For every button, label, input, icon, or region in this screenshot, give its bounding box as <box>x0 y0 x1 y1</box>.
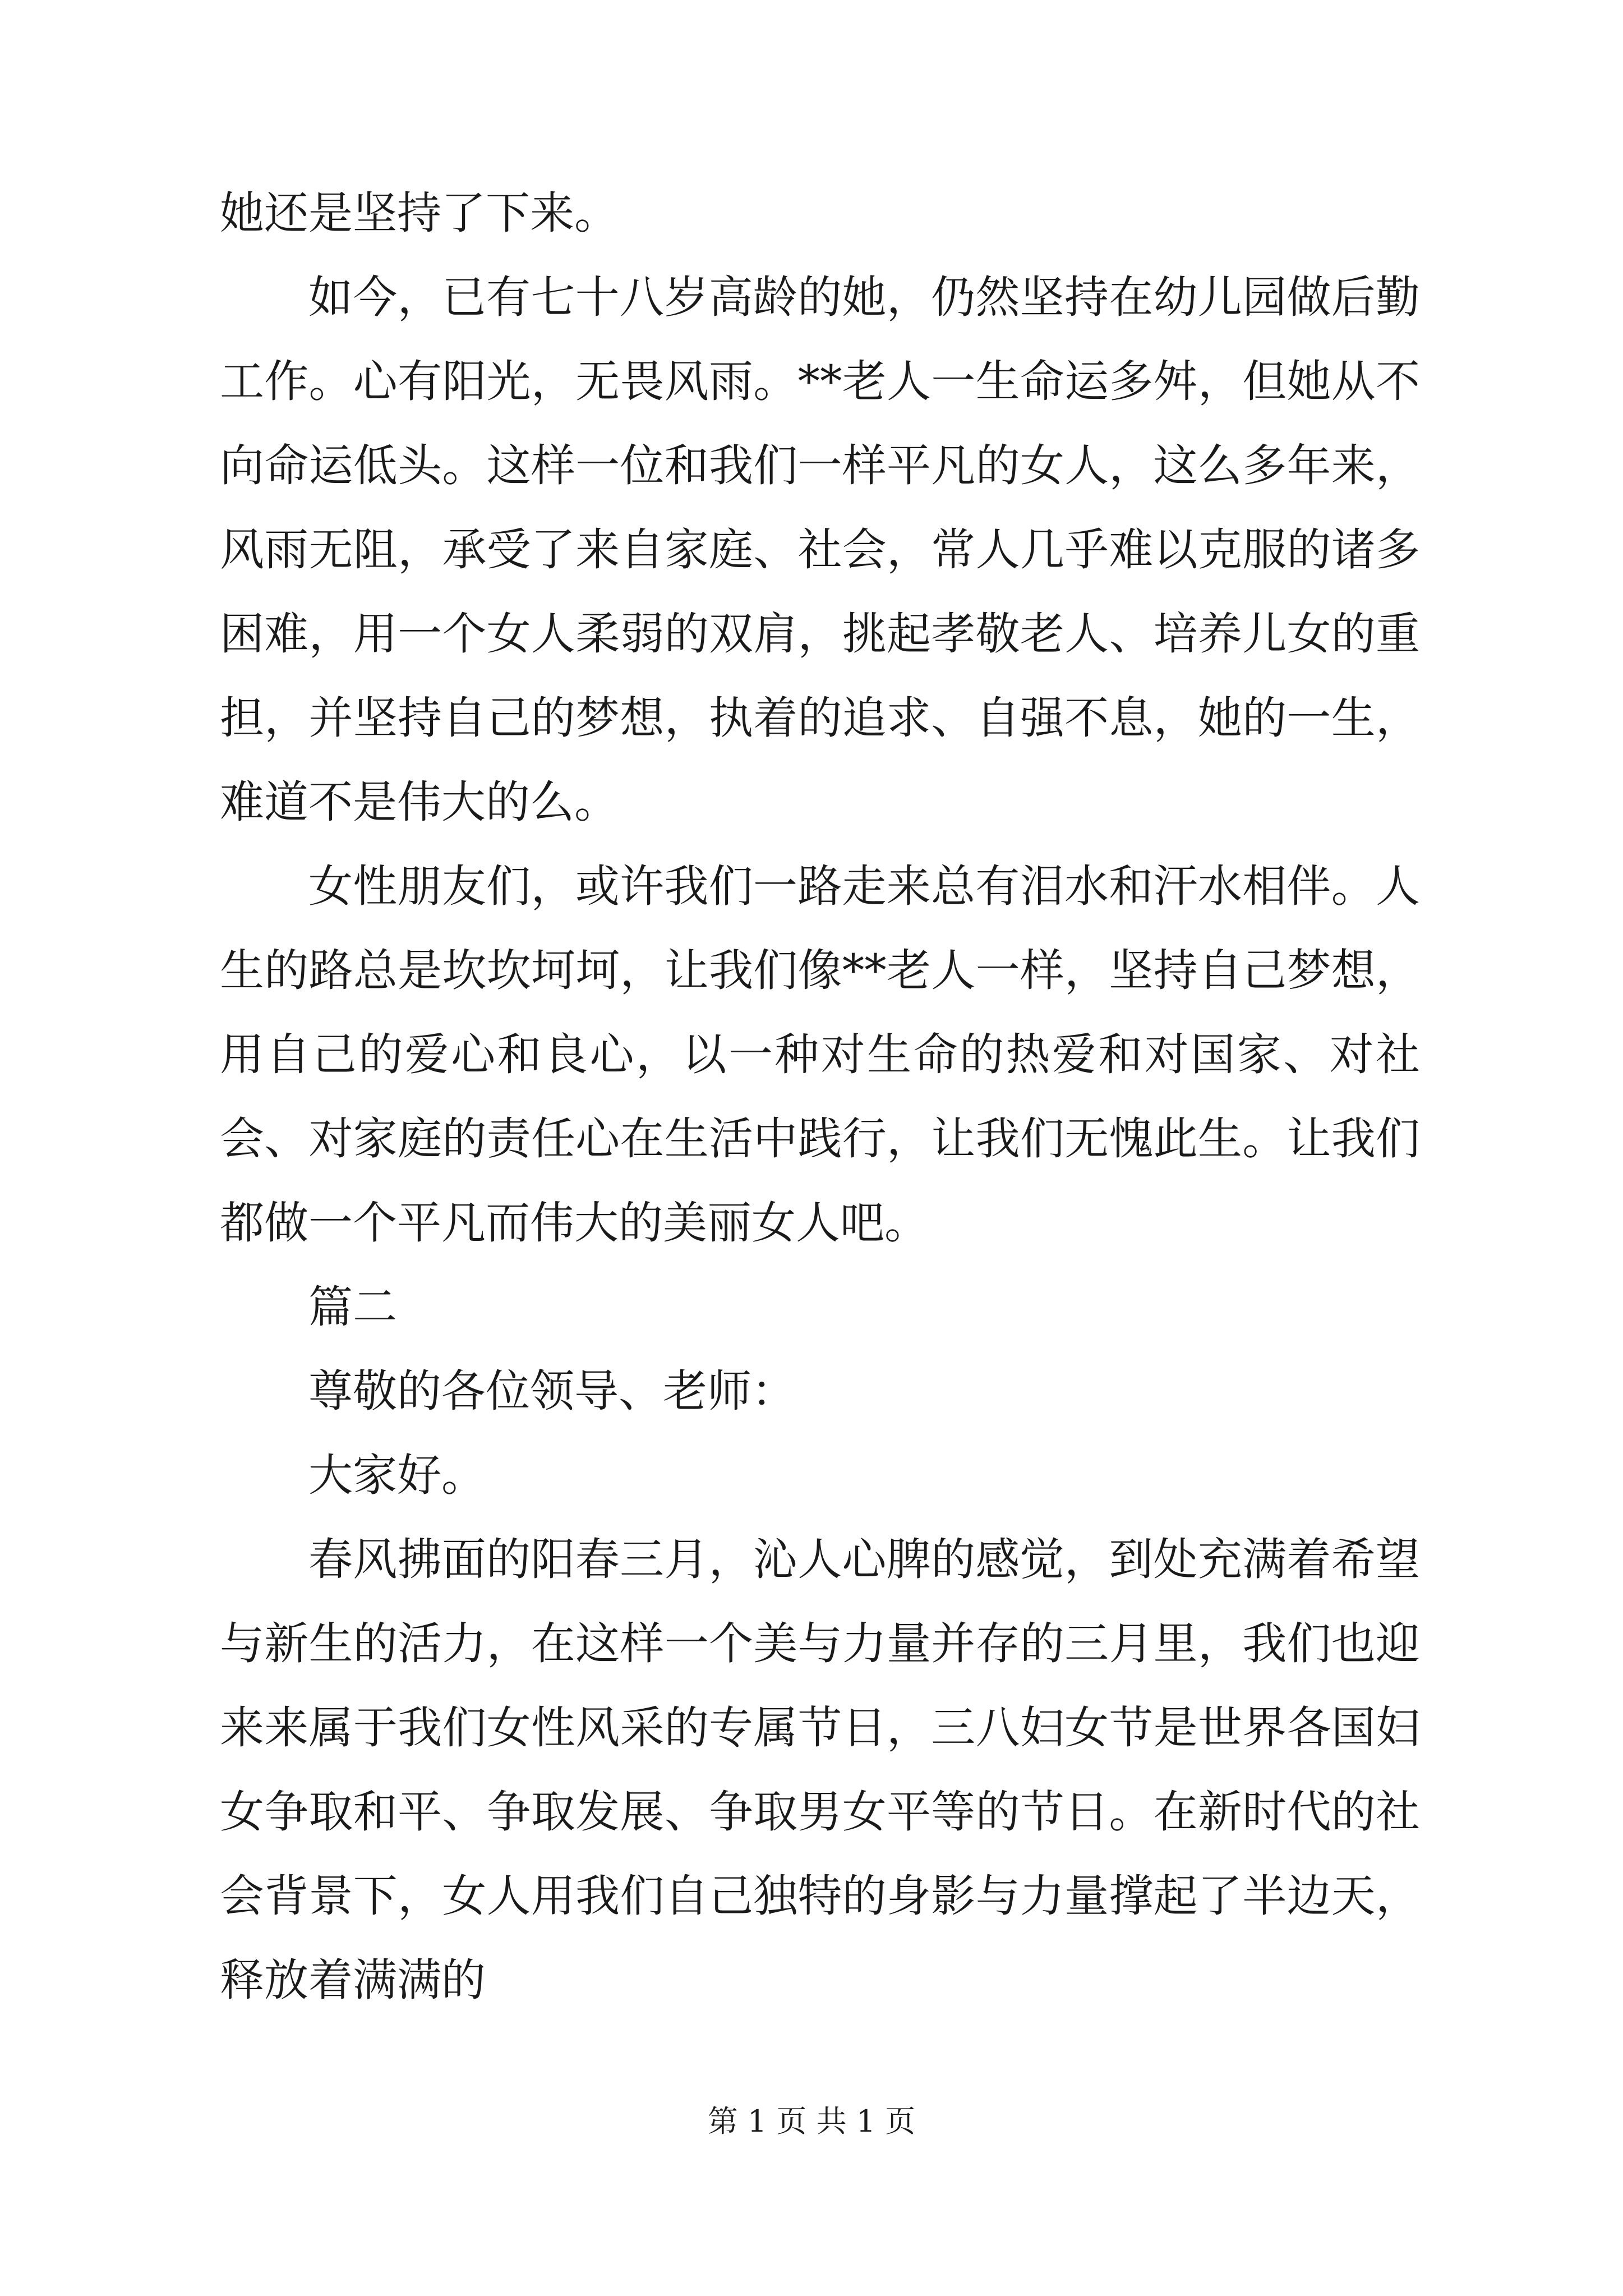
paragraph-1: 她还是坚持了下来。 <box>220 187 619 239</box>
salutation: 尊敬的各位领导、老师： <box>308 1365 796 1417</box>
paragraph-2: 如今，已有七十八岁高龄的她，仍然坚持在幼儿园做后勤工作。心有阳光，无畏风雨。**老人一生命运多舛，但她从不向命运低头。这样一位和我们一样平凡的女人，这么多年来，风雨无阻，承受了来自家庭、社会，常人几乎难以克服的诸多困难，用一个女人柔弱的双肩，挑起孝敬老人、培养儿女的重担，并坚持自己的梦想，执着的追求、自强不息，她的一生，难道不是伟大的么。 <box>220 272 1420 828</box>
paragraph-7: 春风拂面的阳春三月，沁人心脾的感觉，到处充满着希望与新生的活力，在这样一个美与力量并存的三月里，我们也迎来来属于我们女性风采的专属节日，三八妇女节是世界各国妇女争取和平、争取发展、争取男女平等的节日。在新时代的社会背景下，女人用我们自己独特的身影与力量撑起了半边天，释放着满满的 <box>220 1534 1420 2006</box>
page-footer: 第 1 页 共 1 页 <box>707 2104 916 2139</box>
paragraph-3: 女性朋友们，或许我们一路走来总有泪水和汗水相伴。人生的路总是坎坎坷坷，让我们像**老人一样，坚持自己梦想，用自己的爱心和良心，以一种对生命的热爱和对国家、对社会、对家庭的责任心在生活中践行，让我们无愧此生。让我们都做一个平凡而伟大的美丽女人吧。 <box>220 861 1420 1249</box>
section-heading: 篇二 <box>308 1281 397 1333</box>
document-body <box>220 171 1420 2022</box>
greeting: 大家好。 <box>308 1450 486 1501</box>
